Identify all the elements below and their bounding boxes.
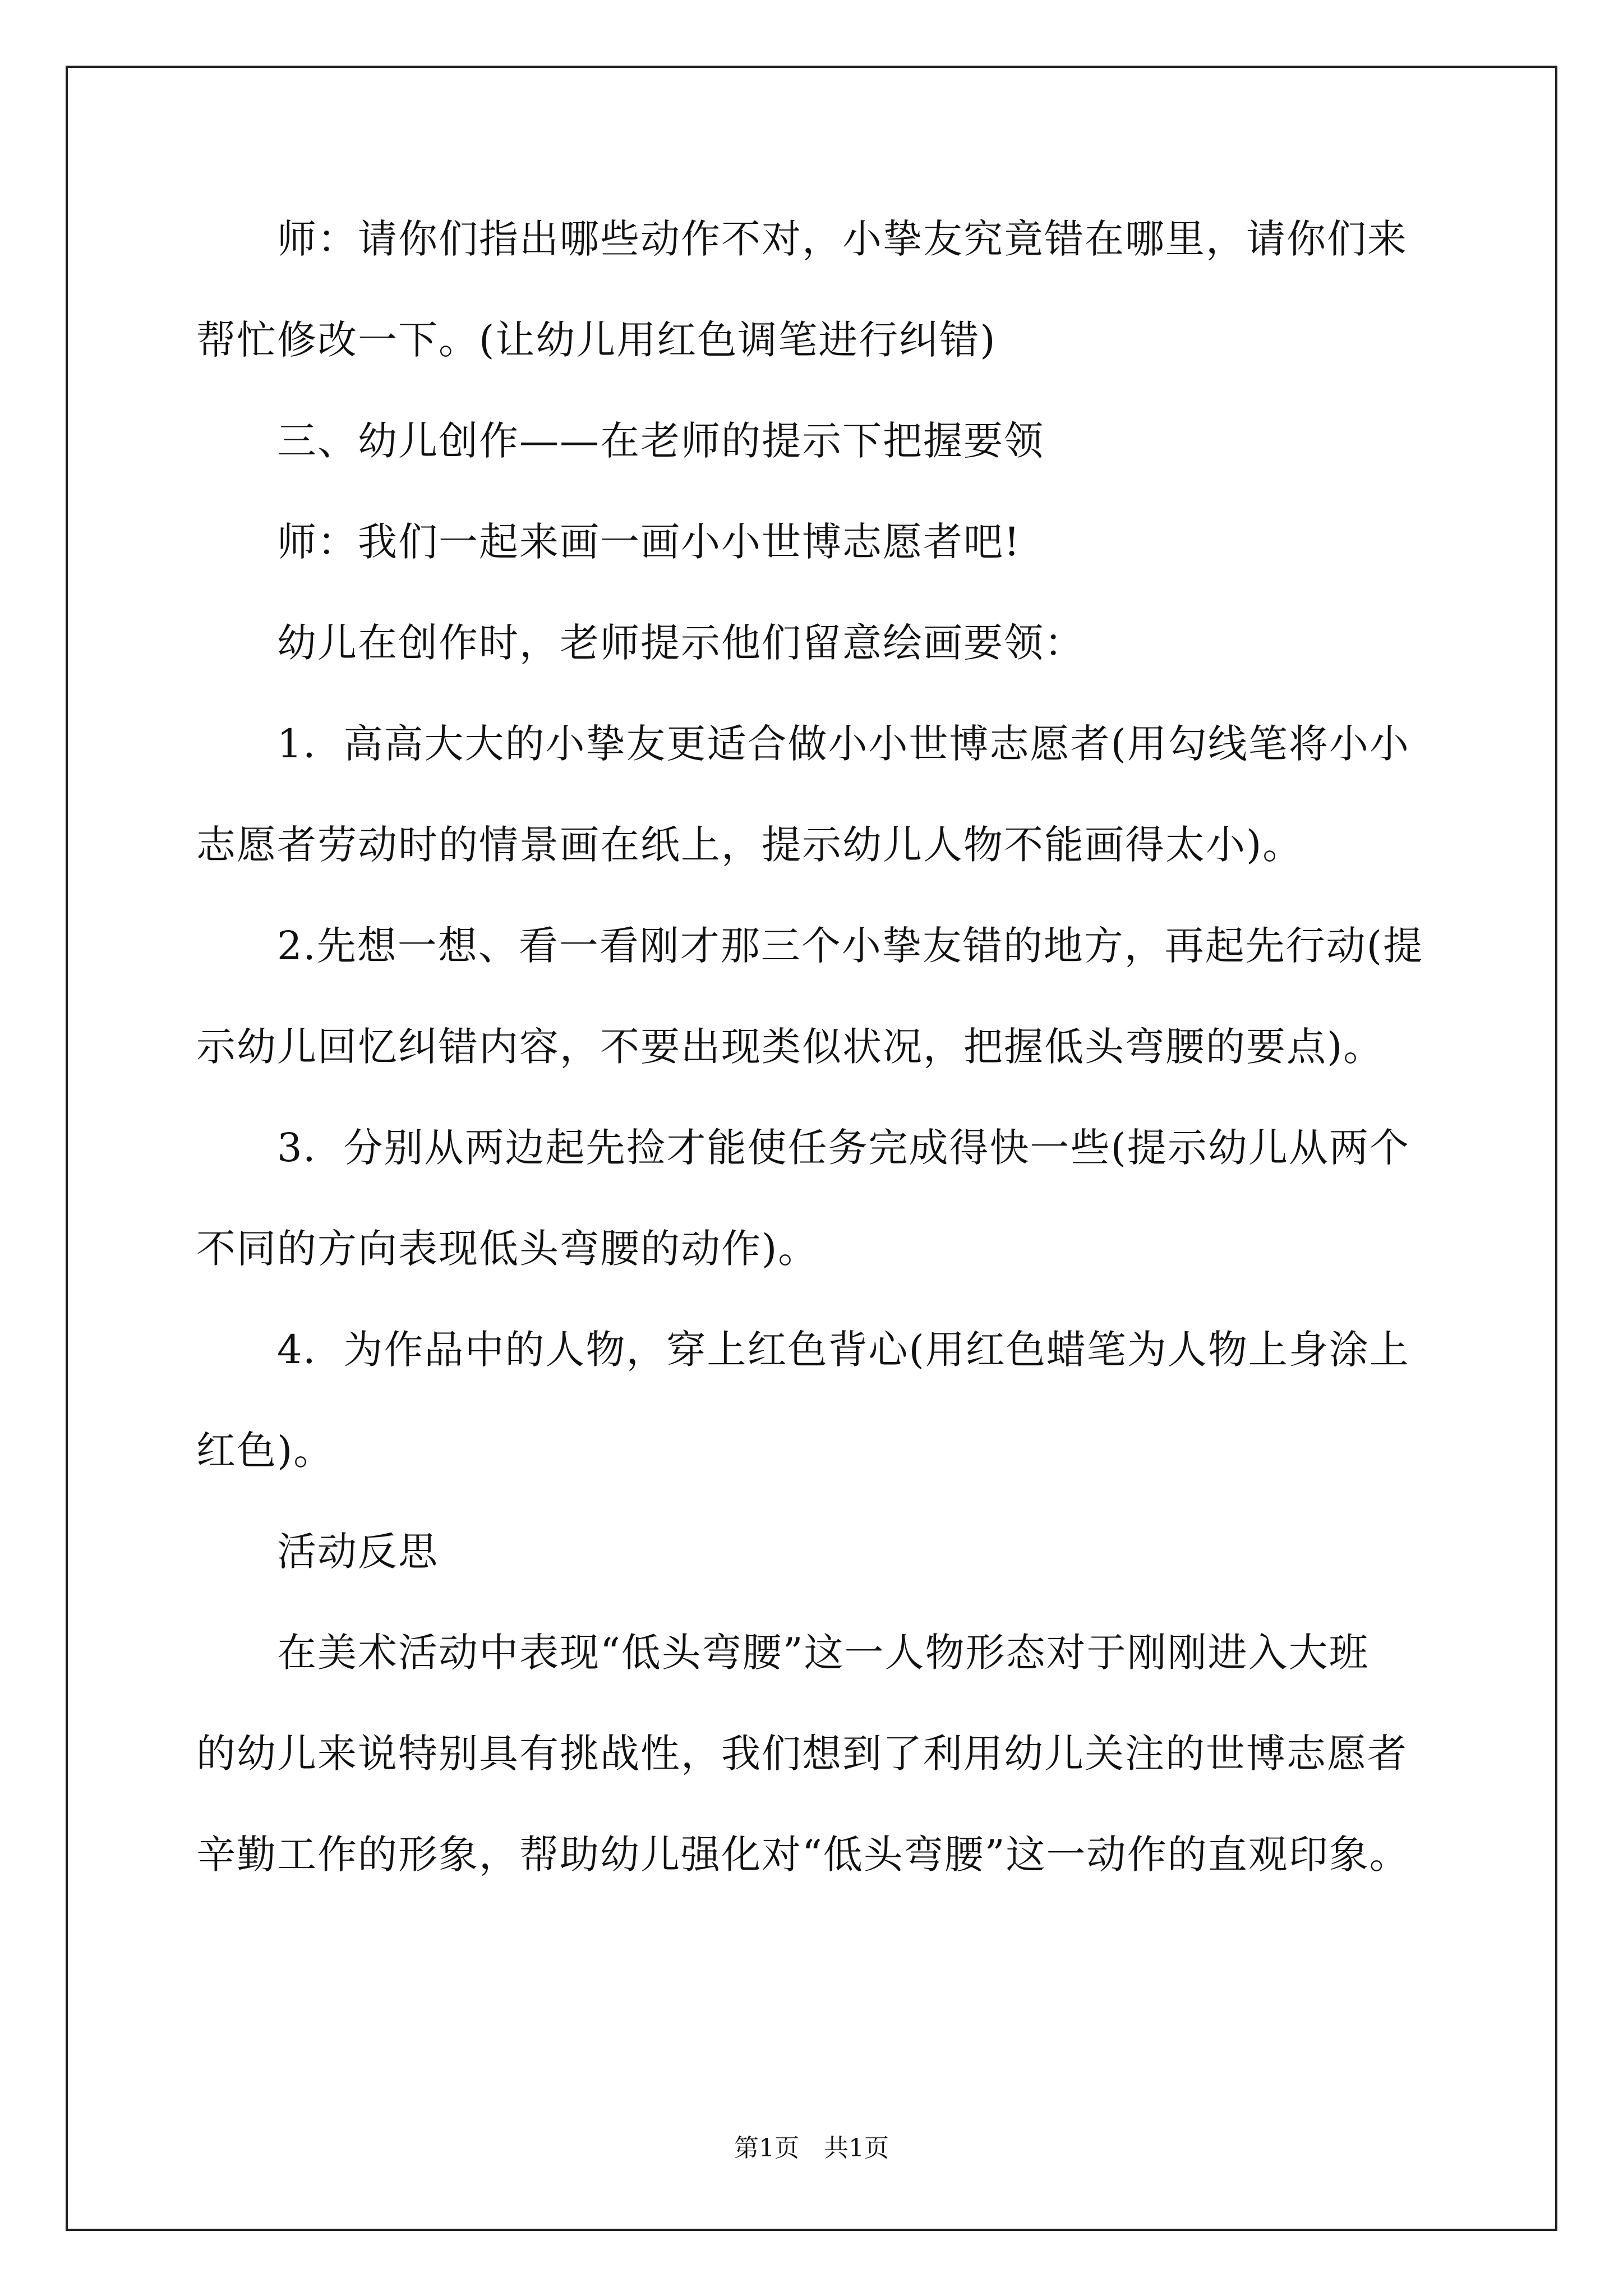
- text-line: 帮忙修改一下。(让幼儿用红色调笔进行纠错): [196, 317, 997, 363]
- page-footer: 第1页 共1页: [734, 2134, 889, 2162]
- text-line: 幼儿在创作时，老师提示他们留意绘画要领：: [196, 620, 1085, 666]
- text-line: 示幼儿回忆纠错内容，不要出现类似状况，把握低头弯腰的要点)。: [196, 1024, 1384, 1070]
- section-heading: 活动反思: [196, 1529, 439, 1575]
- text-line: 红色)。: [196, 1428, 334, 1474]
- text-line: 1．高高大大的小挚友更适合做小小世博志愿者(用勾线笔将小小: [196, 721, 1410, 767]
- text-line: 2.先想一想、看一看刚才那三个小挚友错的地方，再起先行动(提: [196, 923, 1424, 969]
- text-line: 师：请你们指出哪些动作不对，小挚友究竟错在哪里，请你们来: [196, 216, 1408, 262]
- text-line: 在美术活动中表现“低头弯腰”这一人物形态对于刚刚进入大班: [196, 1630, 1370, 1676]
- text-line: 3．分别从两边起先捡才能使任务完成得快一些(提示幼儿从两个: [196, 1125, 1410, 1171]
- text-line: 三、幼儿创作——在老师的提示下把握要领: [196, 418, 1044, 464]
- text-line: 辛勤工作的形象，帮助幼儿强化对“低头弯腰”这一动作的直观印象。: [196, 1832, 1410, 1878]
- text-line: 4．为作品中的人物，穿上红色背心(用红色蜡笔为人物上身涂上: [196, 1327, 1410, 1373]
- text-line: 师：我们一起来画一画小小世博志愿者吧!: [196, 519, 1021, 565]
- text-line: 的幼儿来说特别具有挑战性，我们想到了利用幼儿关注的世博志愿者: [196, 1731, 1408, 1777]
- text-line: 不同的方向表现低头弯腰的动作)。: [196, 1226, 819, 1272]
- text-line: 志愿者劳动时的情景画在纸上，提示幼儿人物不能画得太小)。: [196, 822, 1303, 868]
